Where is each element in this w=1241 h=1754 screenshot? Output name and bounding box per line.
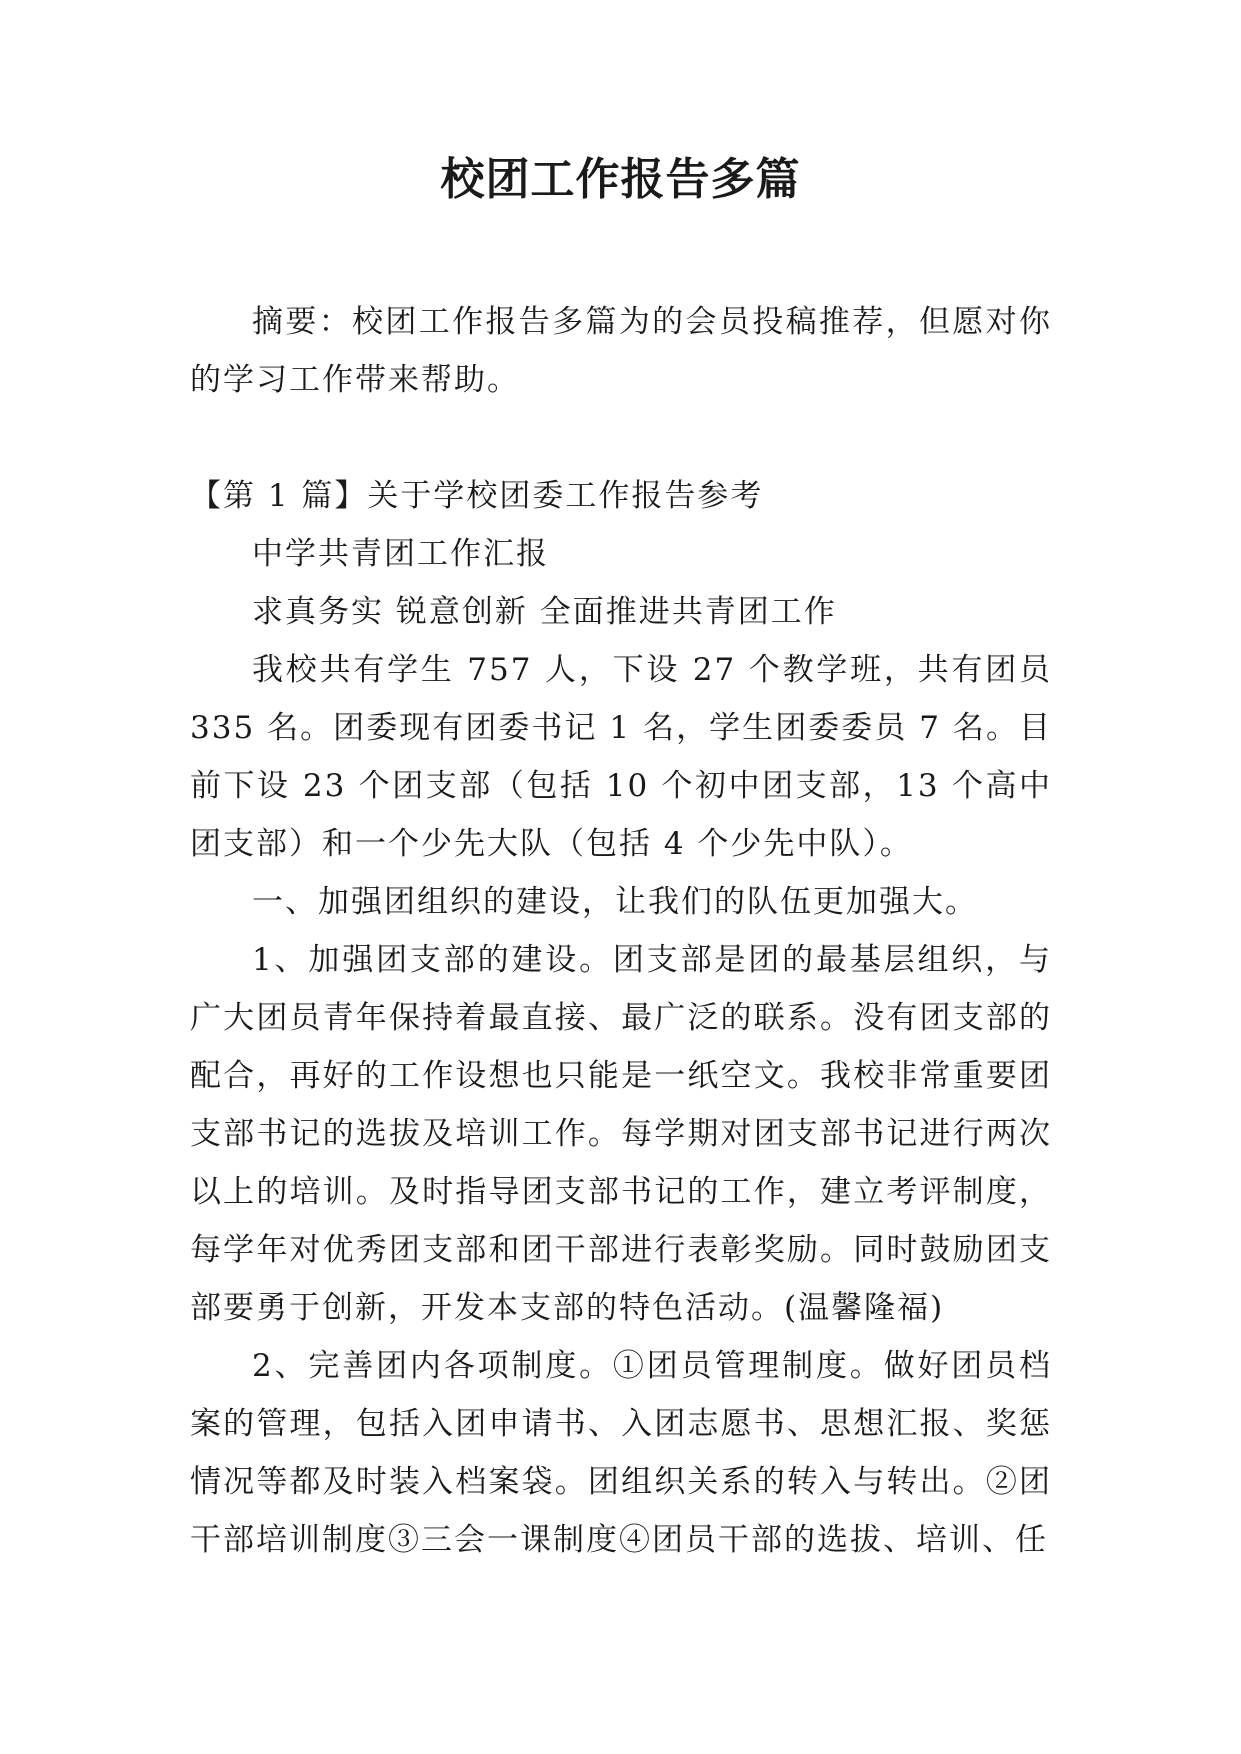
abstract-paragraph: 摘要：校团工作报告多篇为的会员投稿推荐，但愿对你的学习工作带来帮助。 bbox=[190, 304, 1052, 398]
body-paragraph: 我校共有学生 757 人，下设 27 个教学班，共有团员 335 名。团委现有团委书记 1 名，学生团委委员 7 名。目前下设 23 个团支部（包括 10 个初中团支部，13 个高中团支部）和一个少先大队（包括 4 个少先中队）。 bbox=[190, 652, 1052, 862]
subtitle-line: 中学共青团工作汇报 bbox=[252, 536, 549, 572]
spacer bbox=[190, 409, 1052, 467]
motto-line: 求真务实 锐意创新 全面推进共青团工作 bbox=[252, 594, 837, 630]
body-paragraph: 1、加强团支部的建设。团支部是团的最基层组织，与广大团员青年保持着最直接、最广泛的联系。没有团支部的配合，再好的工作设想也只能是一纸空文。我校非常重要团支部书记的选拔及培训工作。每学期对团支部书记进行两次以上的培训。及时指导团支部书记的工作，建立考评制度，每学年对优秀团支部和团干部进行表彰奖励。同时鼓励团支部要勇于创新，开发本支部的特色活动。(温馨隆福) bbox=[190, 942, 1052, 1326]
document-body bbox=[190, 293, 1052, 1569]
document-title: 校团工作报告多篇 bbox=[440, 154, 801, 205]
body-paragraph: 2、完善团内各项制度。①团员管理制度。做好团员档案的管理，包括入团申请书、入团志愿书、思想汇报、奖惩情况等都及时装入档案袋。团组织关系的转入与转出。②团干部培训制度③三会一课制度④团员干部的选拔、培训、任 bbox=[190, 1348, 1052, 1558]
section-heading: 【第 1 篇】关于学校团委工作报告参考 bbox=[190, 478, 764, 514]
body-paragraph: 一、加强团组织的建设，让我们的队伍更加强大。 bbox=[252, 884, 978, 920]
